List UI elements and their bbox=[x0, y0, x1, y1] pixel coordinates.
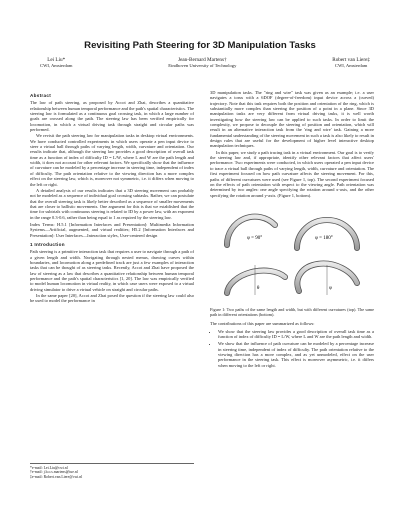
author bbox=[40, 57, 72, 69]
footnote: *e-mail: Lei.Liu@cwi.nl bbox=[30, 466, 68, 470]
right-column bbox=[210, 90, 374, 370]
author bbox=[168, 57, 236, 69]
author-name: Jean-Bernard Martens† bbox=[178, 57, 227, 63]
abstract-paragraph: A detailed analysis of our results indicates that a 3D steering movement can probably not be modeled as a sequence of individual goal crossing subtasks. Rather, we can postulate that the overall steering task is likely better described as a sequence of smaller movements that are closer to ballistic movements. One argument for this is that we established that the time for subtrials with continuous steering is related to ID by a power law, with an exponent in the range 0.3-0.6, rather than being equal to 1 as required by the steering law. bbox=[30, 187, 194, 220]
intro-heading: 1 Introduction bbox=[30, 241, 65, 247]
abstract-heading: Abstract bbox=[30, 93, 52, 98]
contributions-intro: The contributions of this paper are summarized as follows: bbox=[210, 321, 315, 327]
curved-path-shape bbox=[297, 220, 357, 248]
author-affiliation: CWI, Amsterdam bbox=[334, 63, 368, 69]
body-paragraph: In this paper, we study a path tracing task in a virtual environment. Our goal is to verify the steering law and, if appropriate, identify other relevant factors that affect users' performance. Two experiments were conducted, in which users operated a pen input device to trace a virtual ball through paths of varying length, width, curvature and orientation. The first experiment focused on how path curvature affects the steering movement. For this, paths of different curvatures were used (see Figure 1, top). The second experiment focused on the effects of path orientation with respect to the viewing angle. Path orientation was determined by two angles: one angle specifying the rotation around x-axis, and the other specifying the rotation around y-axis. (Figure 1, bottom). bbox=[210, 149, 374, 198]
intro-paragraph: Path steering is a primitive interaction task that requires a user to navigate through a path of a given length and width. Navigating through nested menus, drawing curves within boundaries, and locomotion along a predefined track are just a few examples of interaction tasks that can be thought of as steering tasks. Recently, Accot and Zhai have proposed the law of steering as a law that describes a quantitative relationship between human temporal performance and the path's spatial characteristics [1, 20]. The law was empirically verified to model human locomotion in virtual reality, in which case users were exposed to a virtual driving simulator to drive a virtual vehicle on straight and circular paths. bbox=[30, 249, 194, 292]
left-column bbox=[30, 90, 194, 305]
abstract-paragraph: The law of path steering, as proposed by Accot and Zhai, describes a quantitative relationship between human temporal performance and the path's spatial characteristics. The steering law is formulated as a continuous goal crossing task, in which a large number of goals are crossed along the path. The steering law has been verified empirically for locomotion, in which a virtual driving task through straight and circular paths was performed. bbox=[30, 100, 194, 133]
abstract-paragraph: We revisit the path steering law for manipulation tasks in desktop virtual environments. We have conducted controlled experiments in which users operate a pen input device to steer a virtual ball through paths of varying length, width, curvature and orientation. Our results indicate that, although the steering law provides a good description of overall task time as a function of index of difficulty ID = L/W, where L and W are the path length and width, it does not account for other relevant factors. We specifically show that the influence of curvature can be modeled by a percentage increase in steering time, independent of index of difficulty. The path orientation relative to the viewing direction has a more complex effect on the steering law, which is, moreover not symmetric, i.e. it differs when moving to the left or right. bbox=[30, 133, 194, 187]
index-terms: Index Terms: H.5.1 [Information Interfaces and Presentation]: Multimedia Information Systems—Artificial, augmented, and virtual realities; H5.2 [Information Interfaces and Presentation]: User Interfaces—Interaction styles, User-centered design bbox=[30, 221, 194, 238]
author bbox=[332, 57, 370, 69]
figure-label: φ = 90° bbox=[247, 235, 263, 241]
author-list bbox=[40, 57, 370, 69]
figure-1-illustration bbox=[217, 203, 367, 303]
footnote: ‡e-mail: Robert.van.Liere@cwi.nl bbox=[30, 474, 83, 479]
list-item: • We show that the steering law provides a good description of overall task time as a function of index of difficulty ID = L/W, where L and W are the path length and width. bbox=[218, 329, 374, 340]
intro-paragraph: In the same paper [20], Accot and Zhai posed the question if the steering law could also be used to model the performance in bbox=[30, 293, 194, 304]
figure-label: φ = 180° bbox=[315, 235, 333, 241]
figure-caption: Figure 1: Two paths of the same length and width, but with different curvatures (top). The same path in different orientations (bottom). bbox=[210, 307, 374, 318]
footnote: †e-mail: j.b.o.s.martens@tue.nl bbox=[30, 470, 78, 475]
author-name: Robert van Liere‡ bbox=[332, 57, 370, 63]
footnotes bbox=[30, 463, 194, 479]
paper-title: Revisiting Path Steering for 3D Manipulation Tasks bbox=[84, 40, 316, 51]
author-affiliation: CWI, Amsterdam bbox=[40, 63, 73, 69]
author-affiliation: Eindhoven University of Technology bbox=[168, 63, 237, 69]
author-name: Lei Liu* bbox=[47, 57, 66, 63]
contributions-list bbox=[210, 329, 374, 368]
figure-label: φ bbox=[329, 285, 332, 291]
list-item: • We show that the influence of path curvature can be modeled by a percentage increase in steering time, independent of index of difficulty. The path orientation relative to the viewing direction has a more complex, and as yet unmodeled, effect on the user performance in the steering task. This effect is moreover asymmetric, i.e. it differs when moving to the left or right. bbox=[218, 341, 374, 368]
body-paragraph: 3D manipulation tasks. The "ring and wire" task was given as an example; i.e. a user navigates a torus with a 6DOF (degree-of-freedom) input device across a (curved) trajectory. Note that this task requires both the position and orientation of the ring, which is substantially more complex than steering the position of a point in a plane. Since 3D manipulation tasks are very different from virtual driving tasks, it is well worth investigating how the steering law can be applied to such tasks. In order to limit the complexity, we propose to decouple the steering of position and orientation, which will result in an alternative interaction task from the 'ring and wire' task. Gaining a more fundamental understanding of the steering movement in such a task is also likely to result in design rules that are useful for the development of higher level interactive desktop manipulation techniques. bbox=[210, 90, 374, 149]
figure-1 bbox=[210, 203, 374, 304]
figure-label: θ bbox=[257, 285, 260, 291]
